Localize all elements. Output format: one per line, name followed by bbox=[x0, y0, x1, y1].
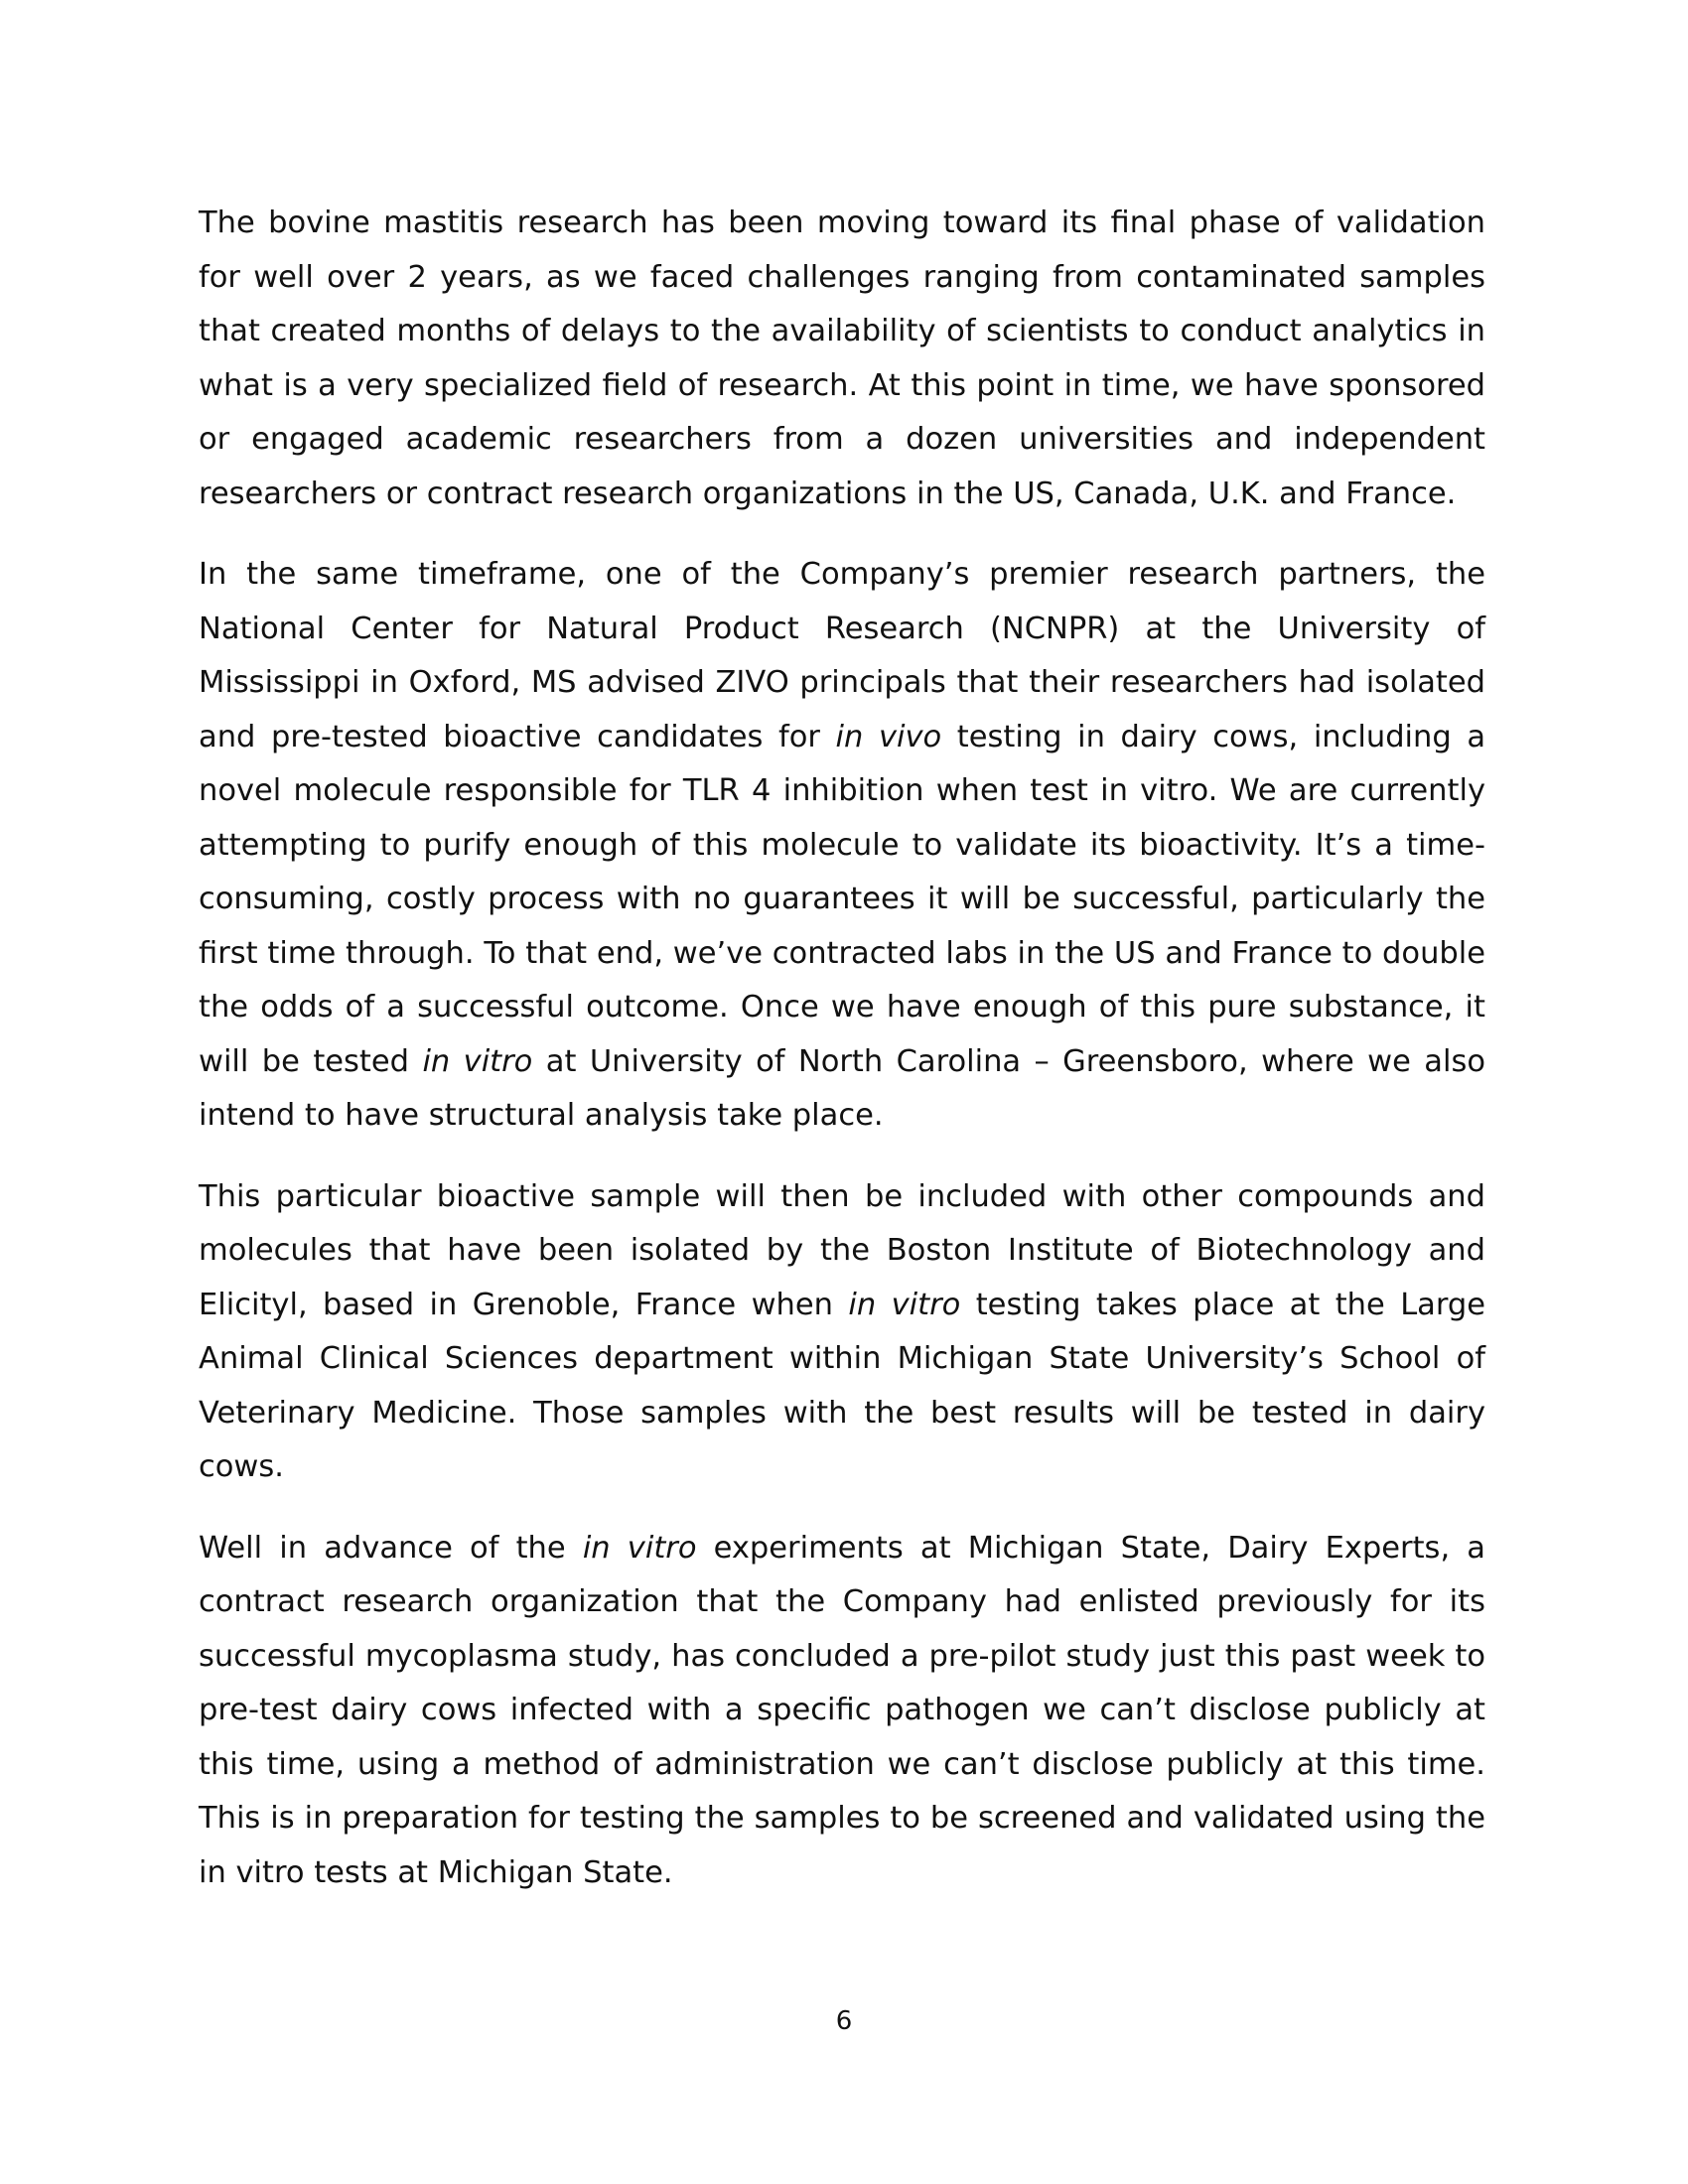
paragraph-text: Well in advance of the bbox=[199, 1530, 583, 1566]
italic-term: in vitro bbox=[848, 1287, 961, 1322]
paragraph-4 bbox=[199, 1522, 1485, 1901]
paragraph-text: This particular bioactive sample will then be included with other compounds and molecules that have been isolated by the Boston Institute of Biotechnology and Elicityl, based in Grenoble, France when bbox=[199, 1178, 1485, 1322]
paragraph-2 bbox=[199, 548, 1485, 1144]
paragraph-text: The bovine mastitis research has been moving toward its final phase of validation for well over 2 years, as we faced challenges ranging from contaminated samples that created months of delays to the availability of scientists to conduct analytics in what is a very specialized field of research. At this point in time, we have sponsored or engaged academic researchers from a dozen universities and independent researchers or contract research organizations in the US, Canada, U.K. and France. bbox=[199, 205, 1485, 511]
body-text bbox=[199, 197, 1485, 1900]
paragraph-text: testing takes place at the Large Animal Clinical Sciences department within Michigan State University’s School of Veterinary Medicine. Those samples with the best results will be tested in dairy cows. bbox=[199, 1287, 1486, 1484]
italic-term: in vitro bbox=[582, 1530, 697, 1566]
paragraph-text: experiments at Michigan State, Dairy Experts, a contract research organization that the Company had enlisted previously for its successful mycoplasma study, has concluded a pre-pilot study just this past week to pre-test dairy cows infected with a specific pathogen we can’t disclose publicly at this time, using a method of administration we can’t disclose publicly at this time. This is in preparation for testing the samples to be screened and validated using the in vitro tests at Michigan State. bbox=[199, 1530, 1485, 1890]
paragraph-text: testing in dairy cows, including a novel molecule responsible for TLR 4 inhibition when test in vitro. We are currently attempting to purify enough of this molecule to validate its bioactivity. It’s a time-consuming, costly process with no guarantees it will be successful, particularly the first time through. To that end, we’ve contracted labs in the US and France to double the odds of a successful outcome. Once we have enough of this pure substance, it will be tested bbox=[199, 719, 1486, 1079]
paragraph-text: In the same timeframe, one of the Company’s premier research partners, the National Center for Natural Product Research (NCNPR) at the University of Mississippi in Oxford, MS advised ZIVO principals that their researchers had isolated and pre-tested bioactive candidates for bbox=[199, 557, 1485, 754]
italic-term: in vivo bbox=[835, 719, 942, 754]
page-number: 6 bbox=[835, 2006, 853, 2036]
italic-term: in vitro bbox=[422, 1043, 533, 1079]
paragraph-1 bbox=[199, 197, 1485, 521]
paragraph-text: at University of North Carolina – Greensboro, where we also intend to have structural analysis take place. bbox=[199, 1043, 1485, 1133]
paragraph-3 bbox=[199, 1170, 1485, 1495]
